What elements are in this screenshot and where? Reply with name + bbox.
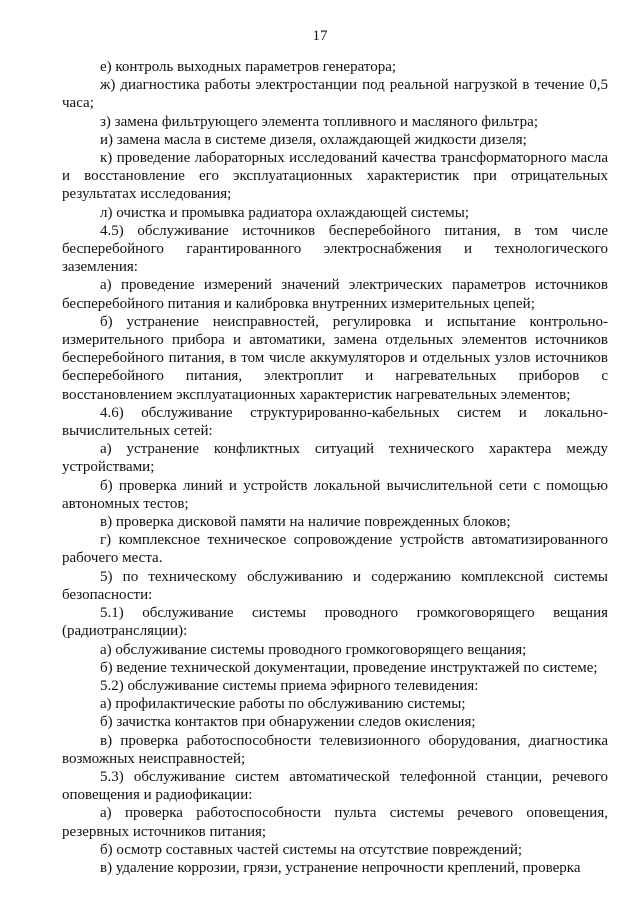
- paragraph: а) проверка работоспособности пульта системы речевого оповещения, резервных источников питания;: [62, 805, 608, 840]
- paragraph: з) замена фильтрующего элемента топливного и масляного фильтра;: [100, 113, 538, 130]
- paragraph: в) проверка дисковой памяти на наличие поврежденных блоков;: [100, 514, 511, 531]
- paragraph: 5.3) обслуживание систем автоматической телефонной станции, речевого оповещения и радиофикации:: [62, 768, 608, 804]
- paragraph: б) ведение технической документации, проведение инструктажей по системе;: [100, 659, 598, 676]
- paragraph: а) профилактические работы по обслуживанию системы;: [100, 696, 466, 713]
- paragraph: а) обслуживание системы проводного громкоговорящего вещания;: [100, 641, 527, 658]
- paragraph: г) комплексное техническое сопровождение устройств автоматизированного рабочего места.: [62, 532, 608, 567]
- paragraph: к) проведение лабораторных исследований качества трансформаторного масла и восстановление его эксплуатационных характеристик при отрицательных результатах исследования;: [62, 150, 608, 203]
- page-number: 17: [312, 28, 328, 44]
- paragraph: а) проведение измерений значений электрических параметров источников бесперебойного питания и калибровка внутренних измерительных цепей;: [62, 277, 608, 312]
- paragraph: б) проверка линий и устройств локальной вычислительной сети с помощью автономных тестов;: [62, 477, 608, 512]
- paragraph: ж) диагностика работы электростанции под реальной нагрузкой в течение 0,5 часа;: [62, 77, 608, 112]
- paragraph: 4.5) обслуживание источников бесперебойного питания, в том числе бесперебойного гарантированного электроснабжения и технологического заземления:: [62, 222, 608, 276]
- paragraph: 4.6) обслуживание структурированно-кабельных систем и локально-вычислительных сетей:: [62, 404, 608, 440]
- paragraph: и) замена масла в системе дизеля, охлаждающей жидкости дизеля;: [100, 131, 527, 148]
- paragraph: л) очистка и промывка радиатора охлаждающей системы;: [100, 204, 469, 221]
- paragraph: е) контроль выходных параметров генератора;: [100, 59, 397, 75]
- paragraph: а) устранение конфликтных ситуаций технического характера между устройствами;: [62, 441, 608, 476]
- paragraph: б) осмотр составных частей системы на отсутствие повреждений;: [100, 841, 523, 858]
- paragraph: 5.2) обслуживание системы приема эфирного телевидения:: [100, 677, 479, 694]
- paragraph: в) проверка работоспособности телевизионного оборудования, диагностика возможных неисправностей;: [62, 732, 608, 767]
- paragraph: б) устранение неисправностей, регулировка и испытание контрольно-измерительного прибора и автоматики, замена отдельных элементов источников бесперебойного питания, в том числе аккумуляторов и отдельных узлов источников бесперебойного питания, электроплит и нагревательных приборов с восстановлением эксплуатационных характеристик нагревательных элементов;: [62, 313, 608, 403]
- document-body: [62, 58, 608, 877]
- paragraph: 5) по техническому обслуживанию и содержанию комплексной системы безопасности:: [62, 568, 608, 603]
- paragraph: б) зачистка контактов при обнаружении следов окисления;: [100, 714, 476, 731]
- paragraph: в) удаление коррозии, грязи, устранение непрочности креплений, проверка: [100, 859, 581, 876]
- paragraph: 5.1) обслуживание системы проводного громкоговорящего вещания (радиотрансляции):: [62, 605, 608, 640]
